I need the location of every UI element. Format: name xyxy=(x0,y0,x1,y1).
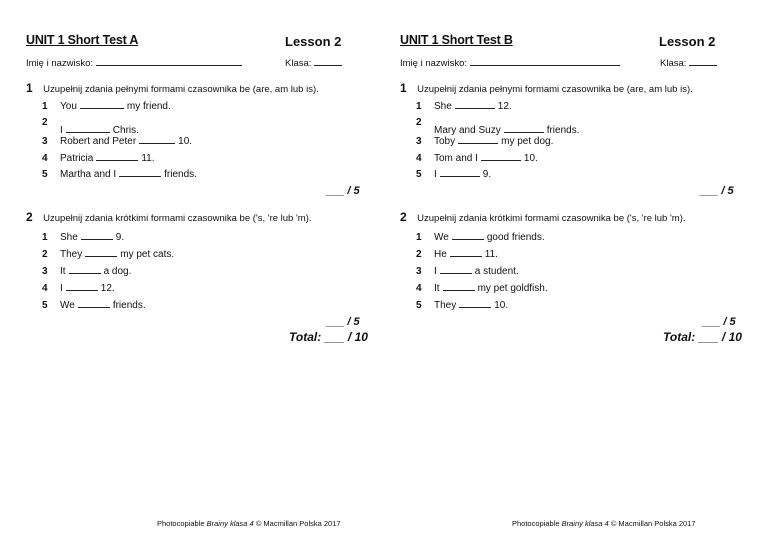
class-label: Klasa: xyxy=(285,58,312,69)
item-text: my pet goldfish. xyxy=(477,283,548,294)
item-text: You xyxy=(60,101,77,112)
item-text: They xyxy=(434,300,457,311)
item-number: 5 xyxy=(416,300,422,311)
footer-text: © Macmillan Polska 2017 xyxy=(608,519,696,528)
answer-blank[interactable] xyxy=(66,289,98,291)
item-text: a dog. xyxy=(103,266,132,277)
item-text: Tom and I xyxy=(434,153,478,164)
item-number: 2 xyxy=(42,117,48,128)
item-text: my pet cats. xyxy=(120,249,175,260)
question-2 xyxy=(26,208,312,226)
footer-book-title: Brainy klasa 4 xyxy=(561,519,609,528)
answer-blank[interactable] xyxy=(450,255,482,257)
item-number: 1 xyxy=(416,101,422,112)
item-number: 3 xyxy=(42,266,48,277)
question-instruction: Uzupełnij zdania pełnymi formami czasownika be (are, am lub is). xyxy=(43,84,319,95)
item-text: He xyxy=(434,249,447,260)
class-blank[interactable] xyxy=(689,64,717,66)
name-field[interactable] xyxy=(26,58,245,69)
answer-blank[interactable] xyxy=(452,238,484,240)
list-item-number-2 xyxy=(416,117,434,128)
item-text: Mary and Suzy xyxy=(434,125,501,136)
name-blank[interactable] xyxy=(96,64,242,66)
item-text: Robert and Peter xyxy=(60,136,137,147)
answer-blank[interactable] xyxy=(443,289,475,291)
list-item xyxy=(60,125,139,136)
list-item xyxy=(42,169,197,180)
name-blank[interactable] xyxy=(470,64,620,66)
score-q1: ___ / 5 xyxy=(326,185,360,197)
item-text: 10. xyxy=(523,153,538,164)
name-field[interactable] xyxy=(400,58,623,69)
question-instruction: Uzupełnij zdania pełnymi formami czasownika be (are, am lub is). xyxy=(417,84,693,95)
answer-blank[interactable] xyxy=(440,272,472,274)
item-number: 4 xyxy=(416,283,422,294)
list-item xyxy=(416,169,491,180)
list-item xyxy=(42,300,146,311)
footer-book-title: Brainy klasa 4 xyxy=(206,519,254,528)
question-1 xyxy=(26,79,319,97)
answer-blank[interactable] xyxy=(69,272,101,274)
item-number: 4 xyxy=(416,153,422,164)
footer-copyright xyxy=(512,519,696,528)
item-number: 2 xyxy=(416,117,422,128)
item-number: 1 xyxy=(42,232,48,243)
question-instruction: Uzupełnij zdania krótkimi formami czasownika be ('s, 're lub 'm). xyxy=(43,213,312,224)
question-1 xyxy=(400,79,693,97)
question-number: 2 xyxy=(26,210,33,224)
question-instruction: Uzupełnij zdania krótkimi formami czasownika be ('s, 're lub 'm). xyxy=(417,213,686,224)
item-number: 5 xyxy=(42,169,48,180)
name-label: Imię i nazwisko: xyxy=(26,58,94,69)
answer-blank[interactable] xyxy=(81,238,113,240)
item-number: 2 xyxy=(42,249,48,260)
item-number: 2 xyxy=(416,249,422,260)
item-number: 1 xyxy=(42,101,48,112)
item-text: friends. xyxy=(546,125,580,136)
question-2 xyxy=(400,208,686,226)
answer-blank[interactable] xyxy=(119,175,161,177)
item-number: 4 xyxy=(42,283,48,294)
list-item xyxy=(42,249,174,260)
item-number: 3 xyxy=(42,136,48,147)
footer-copyright xyxy=(157,519,341,528)
answer-blank[interactable] xyxy=(80,107,124,109)
list-item-number-2 xyxy=(42,117,60,128)
item-number: 1 xyxy=(416,232,422,243)
item-text: I xyxy=(434,266,437,277)
score-q2: ___ / 5 xyxy=(326,316,360,328)
answer-blank[interactable] xyxy=(459,306,491,308)
question-number: 1 xyxy=(26,81,33,95)
list-item xyxy=(416,232,545,243)
item-number: 3 xyxy=(416,266,422,277)
item-text: They xyxy=(60,249,83,260)
answer-blank[interactable] xyxy=(78,306,110,308)
lesson-label: Lesson 2 xyxy=(285,34,342,49)
item-text: She xyxy=(60,232,78,243)
answer-blank[interactable] xyxy=(139,142,175,144)
item-text: It xyxy=(60,266,66,277)
item-text: my friend. xyxy=(126,101,171,112)
answer-blank[interactable] xyxy=(440,175,480,177)
item-number: 5 xyxy=(42,300,48,311)
item-text: 10. xyxy=(494,300,509,311)
item-text: 11. xyxy=(141,153,155,164)
list-item xyxy=(42,266,131,277)
list-item xyxy=(416,283,548,294)
class-label: Klasa: xyxy=(660,58,687,69)
item-text: 9. xyxy=(482,169,492,180)
list-item xyxy=(42,232,124,243)
item-text: 12. xyxy=(497,101,512,112)
answer-blank[interactable] xyxy=(85,255,117,257)
test-b-page xyxy=(384,0,768,543)
class-field[interactable] xyxy=(660,58,720,69)
footer-text: Photocopiable xyxy=(512,519,562,528)
item-text: 9. xyxy=(115,232,125,243)
item-text: I xyxy=(60,125,63,136)
item-text: 10. xyxy=(178,136,193,147)
answer-blank[interactable] xyxy=(504,131,544,133)
list-item xyxy=(416,101,512,112)
footer-text: © Macmillan Polska 2017 xyxy=(253,519,341,528)
total-score: Total: ___ / 10 xyxy=(289,330,368,344)
item-text: Patricia xyxy=(60,153,94,164)
list-item xyxy=(42,101,171,112)
item-number: 3 xyxy=(416,136,422,147)
item-text: good friends. xyxy=(486,232,545,243)
answer-blank[interactable] xyxy=(481,159,521,161)
list-item xyxy=(434,125,580,136)
list-item xyxy=(416,249,498,260)
lesson-label: Lesson 2 xyxy=(659,34,716,49)
item-text: We xyxy=(434,232,449,243)
list-item xyxy=(42,153,155,164)
list-item xyxy=(42,283,115,294)
total-score: Total: ___ / 10 xyxy=(663,330,742,344)
class-blank[interactable] xyxy=(314,64,342,66)
item-text: Toby xyxy=(434,136,456,147)
item-text: a student. xyxy=(474,266,519,277)
list-item xyxy=(416,153,538,164)
test-title: UNIT 1 Short Test B xyxy=(400,33,513,47)
item-text: my pet dog. xyxy=(501,136,554,147)
item-text: I xyxy=(434,169,437,180)
test-title: UNIT 1 Short Test A xyxy=(26,33,139,47)
item-text: friends. xyxy=(164,169,197,180)
list-item xyxy=(42,136,192,147)
score-q2: ___ / 5 xyxy=(702,316,736,328)
answer-blank[interactable] xyxy=(455,107,495,109)
item-text: I xyxy=(60,283,63,294)
question-number: 1 xyxy=(400,81,407,95)
item-text: She xyxy=(434,101,452,112)
item-text: We xyxy=(60,300,75,311)
item-text: Martha and I xyxy=(60,169,117,180)
answer-blank[interactable] xyxy=(96,159,138,161)
list-item xyxy=(416,136,553,147)
name-label: Imię i nazwisko: xyxy=(400,58,468,69)
question-number: 2 xyxy=(400,210,407,224)
item-text: Chris. xyxy=(112,125,139,136)
item-text: It xyxy=(434,283,440,294)
score-q1: ___ / 5 xyxy=(700,185,734,197)
list-item xyxy=(416,300,508,311)
item-text: 11. xyxy=(484,249,498,260)
list-item xyxy=(416,266,519,277)
answer-blank[interactable] xyxy=(458,142,498,144)
class-field[interactable] xyxy=(285,58,345,69)
answer-blank[interactable] xyxy=(66,131,110,133)
item-number: 4 xyxy=(42,153,48,164)
item-text: 12. xyxy=(100,283,115,294)
item-text: friends. xyxy=(112,300,146,311)
item-number: 5 xyxy=(416,169,422,180)
footer-text: Photocopiable xyxy=(157,519,207,528)
